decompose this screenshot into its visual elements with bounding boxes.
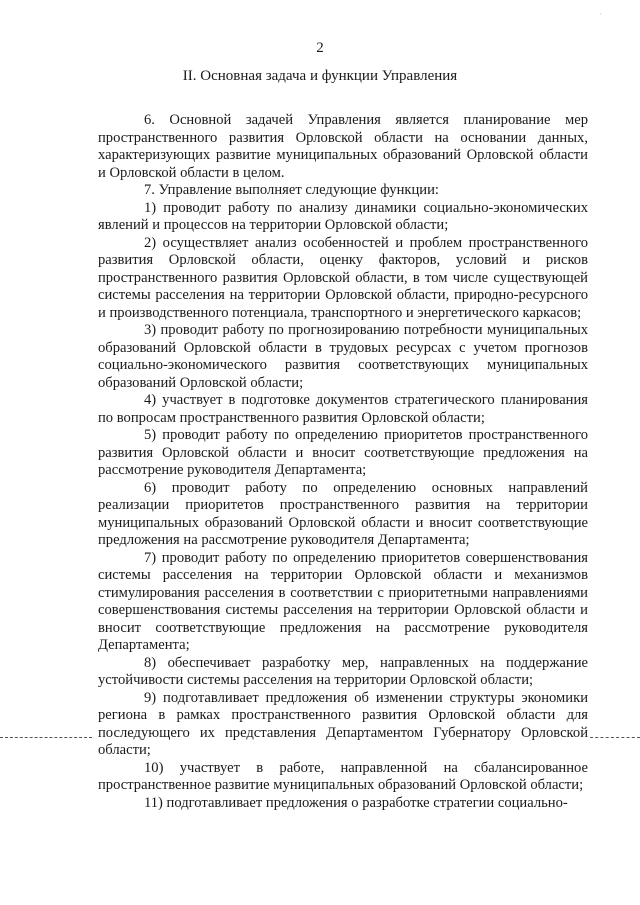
function-item-5: 5) проводит работу по определению приоритетов пространственного развития Орловской области и вносит соответствующие предложения на рассмотрение руководителя Департамента; bbox=[98, 427, 588, 478]
function-item-10: 10) участвует в работе, направленной на сбалансированное пространственное развитие муниципальных образований Орловской области; bbox=[98, 759, 588, 793]
function-item-3: 3) проводит работу по прогнозированию потребности муниципальных образований Орловской области в трудовых ресурсах с учетом прогнозов социально-экономического развития соответствующих муниципальных образований Орловской области; bbox=[98, 322, 588, 391]
scan-artifact-line-right bbox=[590, 737, 640, 738]
document-body bbox=[98, 112, 588, 812]
function-item-9: 9) подготавливает предложения об изменении структуры экономики региона в рамках пространственного развития Орловской области для последующего их представления Департаментом Губернатору Орловской области; bbox=[98, 689, 588, 758]
function-item-1: 1) проводит работу по анализу динамики социально-экономических явлений и процессов на территории Орловской области; bbox=[98, 199, 588, 233]
function-item-11: 11) подготавливает предложения о разработке стратегии социально- bbox=[144, 794, 568, 811]
function-item-4: 4) участвует в подготовке документов стратегического планирования по вопросам пространственного развития Орловской области; bbox=[98, 392, 588, 426]
function-item-7: 7) проводит работу по определению приоритетов совершенствования системы расселения на территории Орловской области и механизмов стимулирования расселения в соответствии с приоритетными направлениями совершенствования системы расселения на территории Орловской области и вносит соответствующие предложения на рассмотрение руководителя Департамента; bbox=[98, 549, 588, 653]
corner-mark: · bbox=[599, 10, 602, 19]
paragraph-main-task: 6. Основной задачей Управления является планирование мер пространственного развития Орловской области на основании данных, характеризующих развитие муниципальных образований Орловской области и Орловской области в целом. bbox=[98, 112, 588, 181]
function-item-8: 8) обеспечивает разработку мер, направленных на поддержание устойчивости системы расселения на территории Орловской области; bbox=[98, 654, 588, 688]
paragraph-functions-intro: 7. Управление выполняет следующие функции: bbox=[144, 182, 439, 198]
page-number: 2 bbox=[316, 40, 324, 56]
function-item-2: 2) осуществляет анализ особенностей и проблем пространственного развития Орловской области, оценку факторов, условий и рисков пространственного развития Орловской области, в том числе существующей системы расселения на территории Орловской области, природно-ресурсного и производственного потенциала, транспортного и энергетического каркасов; bbox=[98, 234, 588, 321]
scan-artifact-line-left bbox=[0, 737, 92, 738]
function-item-6: 6) проводит работу по определению основных направлений реализации приоритетов пространственного развития на территории муниципальных образований Орловской области и вносит соответствующие предложения на рассмотрение руководителя Департамента; bbox=[98, 479, 588, 548]
section-title: II. Основная задача и функции Управления bbox=[182, 68, 458, 84]
